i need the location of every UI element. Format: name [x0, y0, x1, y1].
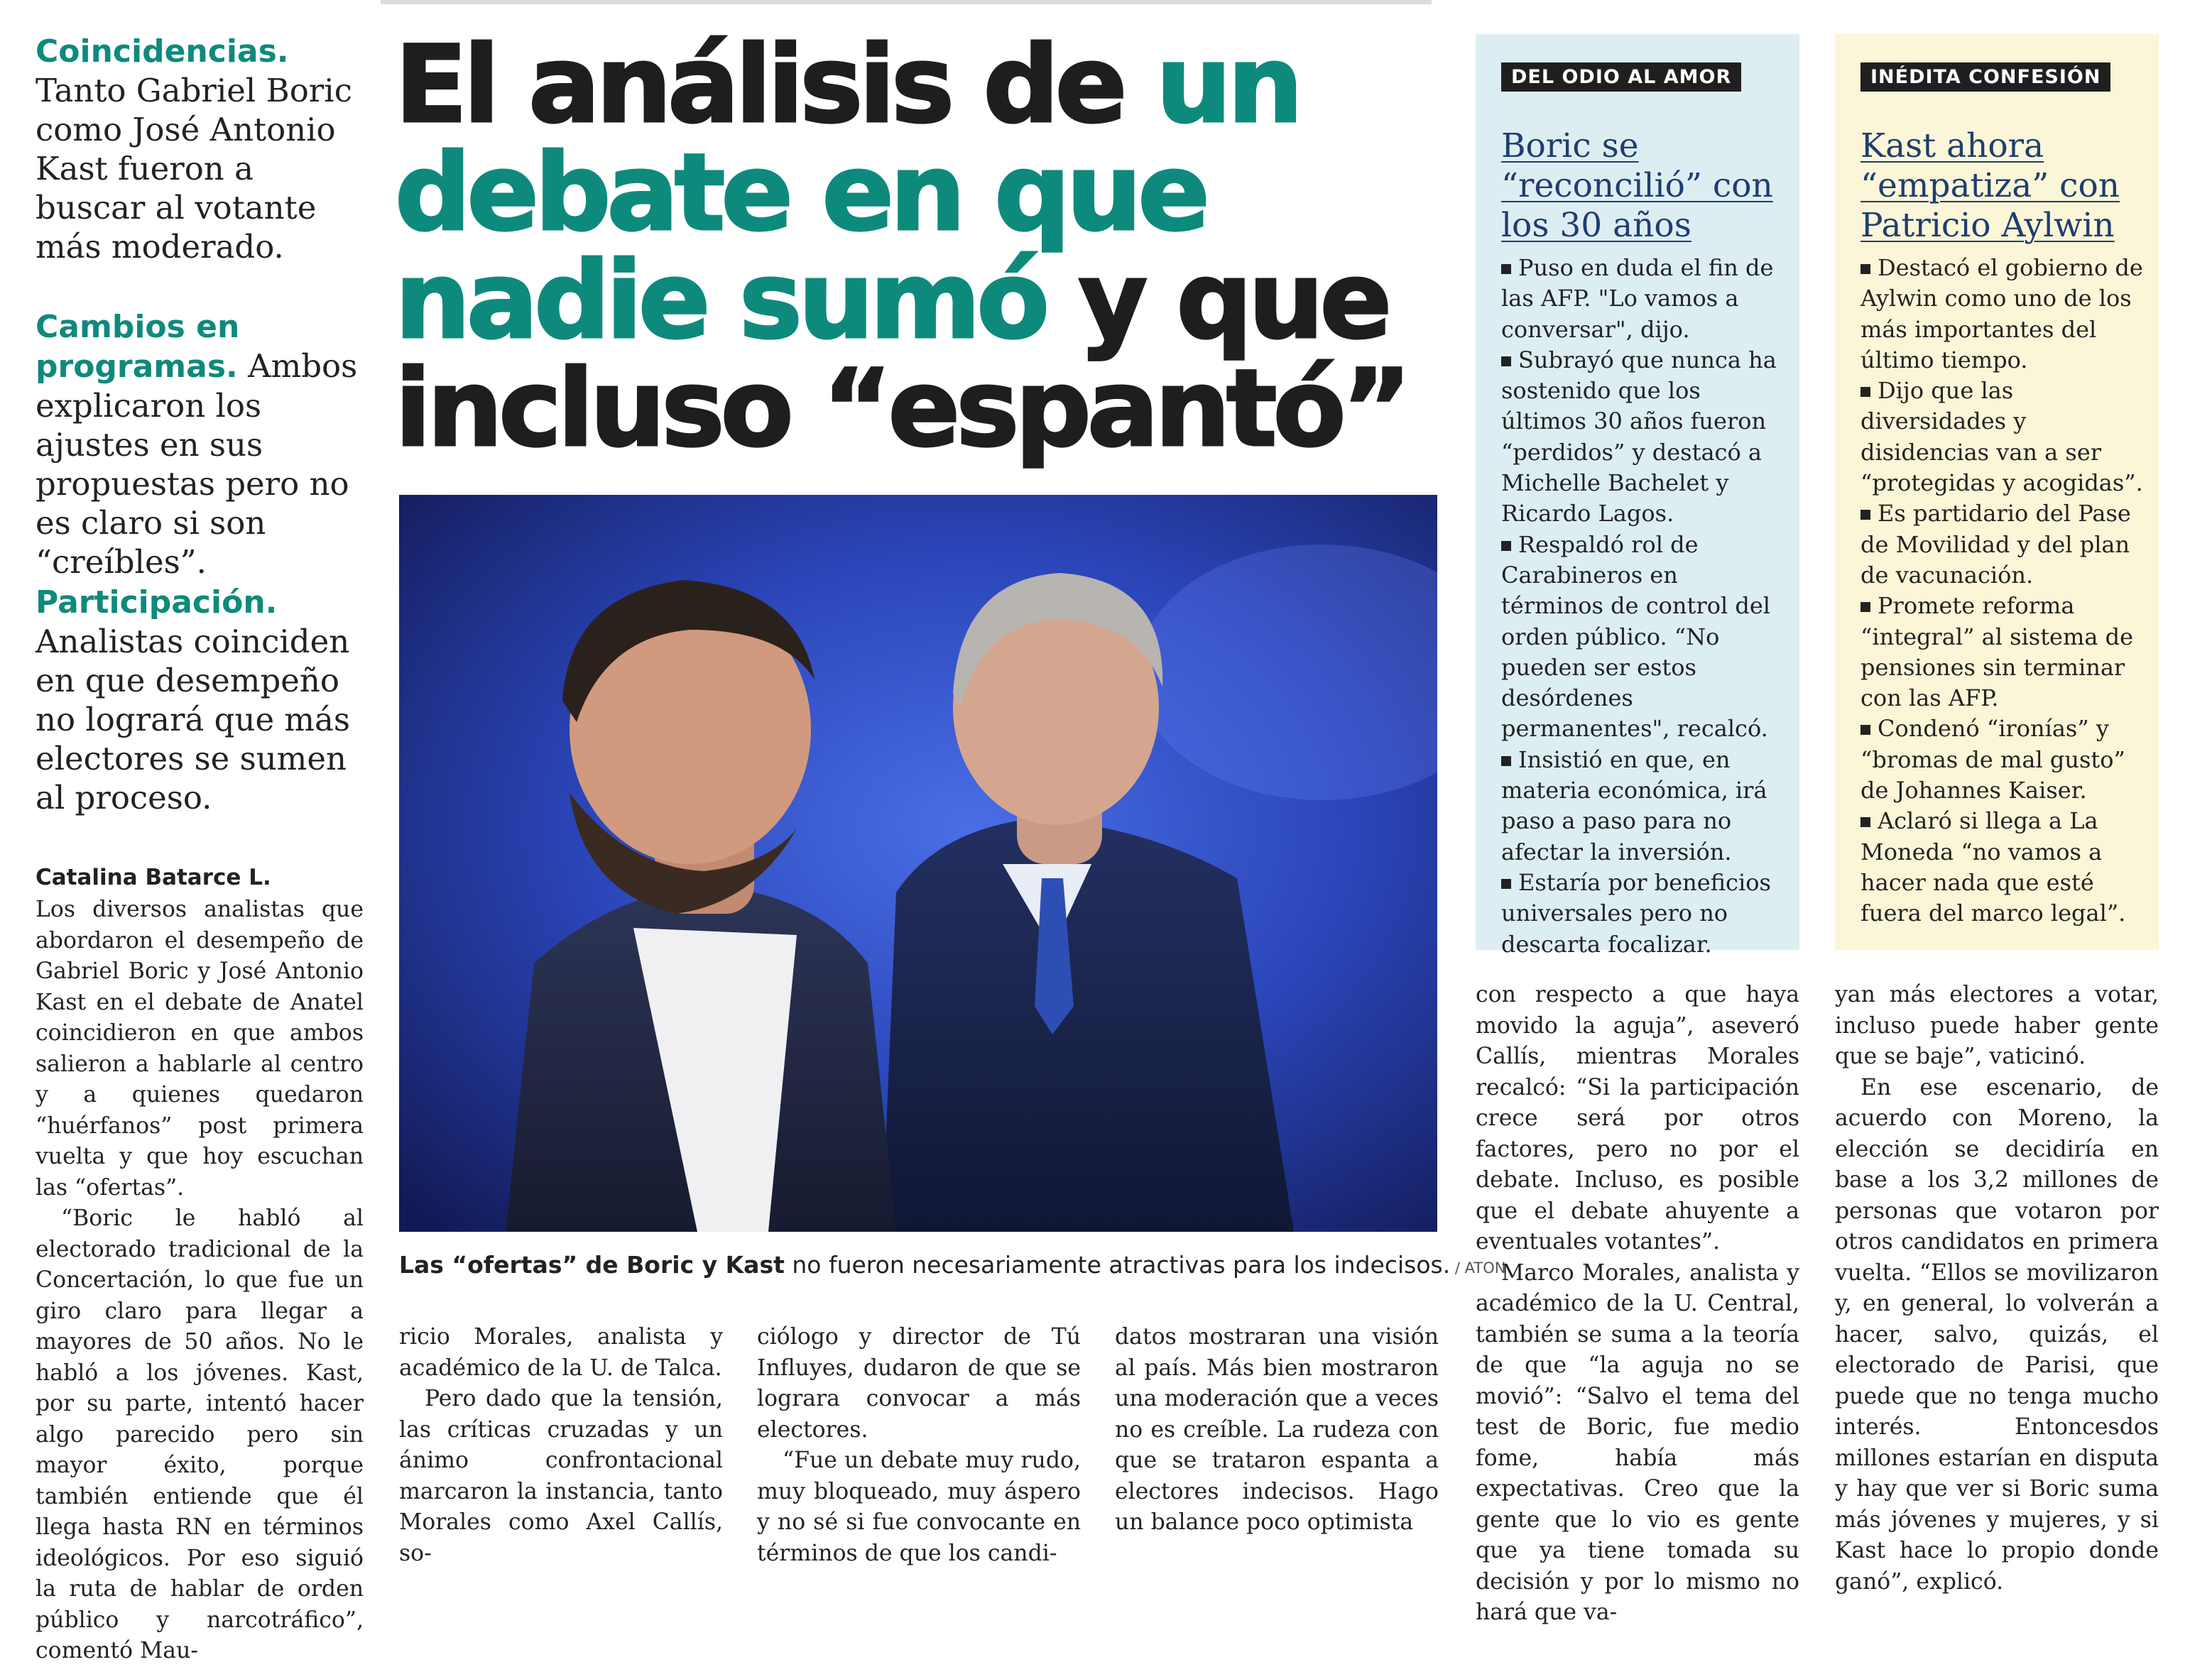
caption-bold: Las “ofertas” de Boric y Kast	[399, 1251, 785, 1279]
box-item	[1860, 253, 2145, 376]
box-item	[1501, 530, 1785, 745]
box-item-text: Subrayó que nunca ha sostenido que los últimos 30 años fueron “perdidos” y destacó a Michelle Bachelet y Ricardo Lagos.	[1501, 346, 1777, 528]
paragraph: Los diversos analistas que abordaron el desempeño de Gabriel Boric y José Antonio Kast en el debate de Anatel coincidieron en que ambos salieron a hablarle al centro y a quienes quedaron “huérfanos” post primera vuelta y que hoy escuchan las “ofertas”.	[36, 897, 364, 1201]
summary-cambios	[36, 307, 369, 581]
headline-part-3: y que incluso “espantó”	[395, 239, 1408, 471]
paragraph: “Boric le habló al electorado tradicional de la Concertación, lo que fue un giro claro para llegar a mayores de 50 años. No le habló a los jóvenes. Kast, por su parte, intentó hacer algo parecido pero sin mayor éxito, porque también entiende que él llega hasta RN en términos ideológicos. Por eso siguió la ruta de hablar de orden público y narcotráfico”, comentó Mau-	[36, 1206, 364, 1663]
sidebar-box-boric	[1476, 34, 1799, 958]
box-item-text: Es partidario del Pase de Movilidad y del plan de vacunación.	[1860, 500, 2131, 589]
box-label: INÉDITA CONFESIÓN	[1860, 62, 2110, 92]
box-item-text: Respaldó rol de Carabineros en términos de control del orden público. “No pueden ser estos desórdenes permanentes", recalcó.	[1501, 530, 1771, 743]
summary-head: Coincidencias.	[36, 33, 289, 70]
box-item-text: Destacó el gobierno de Aylwin como uno de los más importantes del último tiempo.	[1860, 254, 2143, 373]
paragraph: datos mostraran una visión al país. Más bien mostraron una moderación que a veces no es creíble. La rudeza con que se trataron espanta a electores indecisos. Hago un balance poco optimista	[1115, 1324, 1439, 1535]
box-item-text: Insistió en que, en materia económica, irá paso a paso para no afectar la inversión.	[1501, 745, 1767, 865]
box-item-text: Promete reforma “integral” al sistema de pensiones sin terminar con las AFP.	[1860, 592, 2133, 712]
bullet-icon	[1501, 264, 1511, 274]
box-title-text: Kast ahora “empatiza” con Patricio Aylwin	[1860, 126, 2120, 245]
summary-text: Tanto Gabriel Boric como José Antonio Kast fueron a buscar al votante más moderado.	[36, 72, 352, 266]
article-col-6	[1835, 980, 2159, 1597]
bullet-icon	[1860, 387, 1870, 397]
box-item-text: Estaría por beneficios universales pero no descarta focalizar.	[1501, 868, 1771, 958]
paragraph: En ese escenario, de acuerdo con Moreno, la elección se decidiría en base a los 3,2 millones de personas que votaron por otros candidatos en primera vuelta. “Ellos se movilizaron y, en general, lo volverán a hacer, salvo, quizás, el electorado de Parisi, que puede que no tenga mucho interés. Entoncesdos millones estarían en disputa y hay que ver si Boric suma más jóvenes y mujeres, y si Kast hace lo propio donde ganó”, explicó.	[1835, 1074, 2159, 1595]
bullet-icon	[1860, 817, 1870, 827]
article-col-1	[36, 895, 364, 1667]
article-col-2	[399, 1322, 723, 1569]
box-item-text: Puso en duda el fin de las AFP. "Lo vamos a conversar", dijo.	[1501, 254, 1774, 343]
photo-caption	[399, 1251, 1506, 1279]
summary-text: Analistas coinciden en que desempeño no logrará que más electores se sumen al proceso.	[36, 623, 350, 816]
caption-credit: / ATON	[1450, 1259, 1506, 1277]
bullet-icon	[1501, 356, 1511, 366]
bullet-icon	[1860, 264, 1870, 274]
summary-head: Participación.	[36, 584, 278, 621]
bullet-icon	[1860, 602, 1870, 612]
summary-participacion	[36, 582, 369, 817]
sidebar-box-kast	[1835, 34, 2159, 950]
bullet-icon	[1860, 725, 1870, 735]
paragraph: Pero dado que la tensión, las críticas cruzadas y un ánimo confrontacional marcaron la instancia, tanto Morales como Axel Callís, so-	[399, 1386, 723, 1566]
box-title-text: Boric se “reconcilió” con los 30 años	[1501, 126, 1773, 245]
box-title	[1501, 126, 1785, 246]
paragraph: yan más electores a votar, incluso puede haber gente que se baje”, vaticinó.	[1835, 982, 2159, 1069]
bullet-icon	[1501, 541, 1511, 551]
article-col-3	[757, 1322, 1081, 1569]
box-item-text: Aclaró si llega a La Moneda “no vamos a hacer nada que esté fuera del marco legal”.	[1860, 807, 2126, 927]
paragraph: “Fue un debate muy rudo, muy bloqueado, muy áspero y no sé si fue convocante en términos de que los candi-	[757, 1448, 1081, 1566]
caption-text: no fueron necesariamente atractivas para los indecisos.	[784, 1251, 1451, 1279]
box-item-text: Condenó “ironías” y “bromas de mal gusto” de Johannes Kaiser.	[1860, 715, 2125, 804]
photo-illustration	[399, 495, 1437, 1232]
debate-photo	[399, 495, 1437, 1232]
top-rule	[381, 0, 1432, 4]
box-items	[1860, 253, 2145, 929]
box-item	[1501, 868, 1785, 960]
box-item-text: Dijo que las diversidades y disidencias van a ser “protegidas y acogidas”.	[1860, 377, 2143, 497]
bullet-icon	[1860, 510, 1870, 520]
box-item	[1860, 714, 2145, 806]
paragraph: Marco Morales, analista y académico de la U. Central, también se suma a la teoría de que “la aguja no se movió”: “Salvo el tema del test de Boric, fue medio fome, había más expectativas. Creo que la gente que lo vio es gente que ya tiene tomada su decisión y por lo mismo no hará que va-	[1476, 1259, 1799, 1625]
box-title	[1860, 126, 2145, 246]
summary-text: Ambos explicaron los ajustes en sus propuestas pero no es claro si son “creíbles”.	[36, 347, 358, 581]
box-label: DEL ODIO AL AMOR	[1501, 62, 1741, 92]
box-item	[1860, 376, 2145, 498]
paragraph: con respecto a que haya movido la aguja”, aseveró Callís, mientras Morales recalcó: “Si la participación crece será por otros factores, pero no por el debate. Incluso, es posible que el debate ahuyente a eventuales votantes”.	[1476, 982, 1799, 1255]
summary-head: Cambios en programas.	[36, 309, 240, 385]
box-items	[1501, 253, 1785, 960]
headline	[395, 23, 1439, 471]
article-col-5	[1476, 980, 1799, 1629]
box-item	[1860, 806, 2145, 929]
box-item	[1501, 253, 1785, 345]
box-item	[1860, 591, 2145, 714]
headline-highlight: un debate en que nadie sumó	[395, 23, 1300, 363]
article-col-4	[1115, 1322, 1439, 1538]
bullet-icon	[1501, 756, 1511, 766]
bullet-icon	[1501, 879, 1511, 889]
paragraph: ricio Morales, analista y académico de la U. de Talca.	[399, 1324, 723, 1381]
byline: Catalina Batarce L.	[36, 865, 271, 890]
summary-coincidencias	[36, 31, 369, 266]
box-item	[1860, 498, 2145, 591]
paragraph: ciólogo y director de Tú Influyes, dudaron de que se lograra convocar a más electores.	[757, 1324, 1081, 1443]
headline-part-1: El análisis de	[395, 23, 1156, 147]
box-item	[1501, 345, 1785, 530]
box-item	[1501, 745, 1785, 868]
